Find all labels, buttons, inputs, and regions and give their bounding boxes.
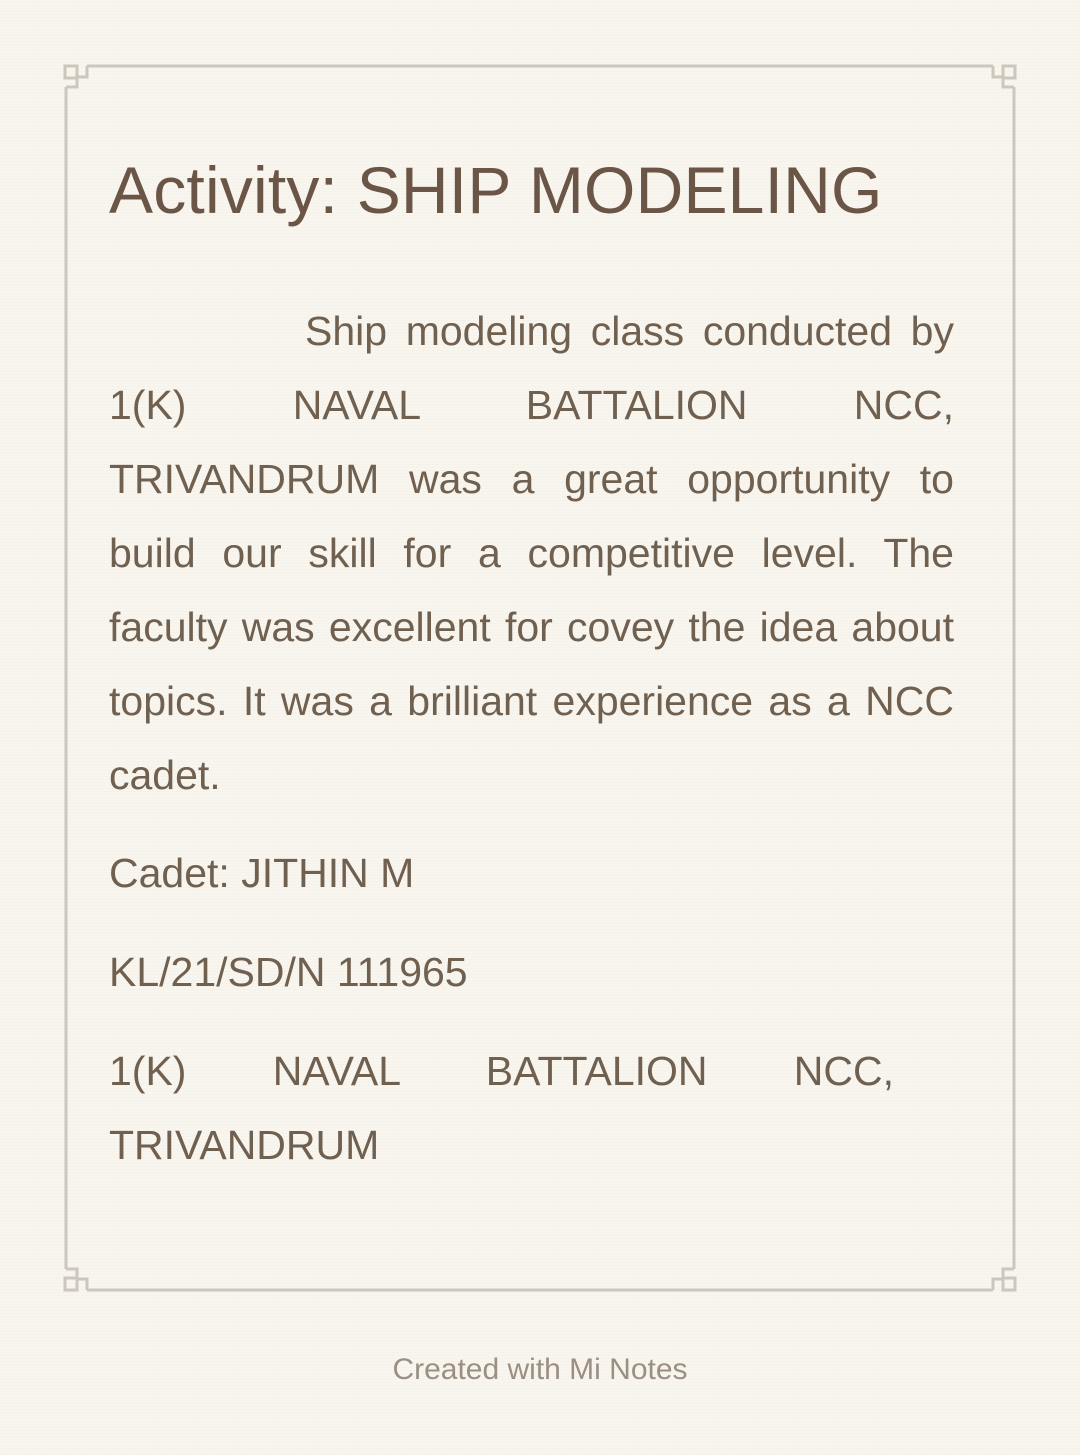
note-body: Ship modeling class conducted by 1(K) NAVAL BATTALION NCC, TRIVANDRUM was a great opportunity to build our skill for a competitive level. The faculty was excellent for covey the idea about topics. It was a brilliant experience as a NCC cadet. — [109, 308, 954, 798]
note-title: Activity: SHIP MODELING — [109, 153, 883, 227]
unit-name-line-1: 1(K) NAVAL BATTALION NCC, — [109, 1048, 894, 1094]
note-content — [109, 150, 961, 1182]
created-with-footer: Created with Mi Notes — [392, 1353, 688, 1386]
unit-name-line-2: TRIVANDRUM — [109, 1122, 380, 1168]
cadet-name: Cadet: JITHIN M — [109, 850, 415, 896]
unit-name — [109, 1034, 894, 1182]
cadet-id: KL/21/SD/N 111965 — [109, 949, 468, 995]
